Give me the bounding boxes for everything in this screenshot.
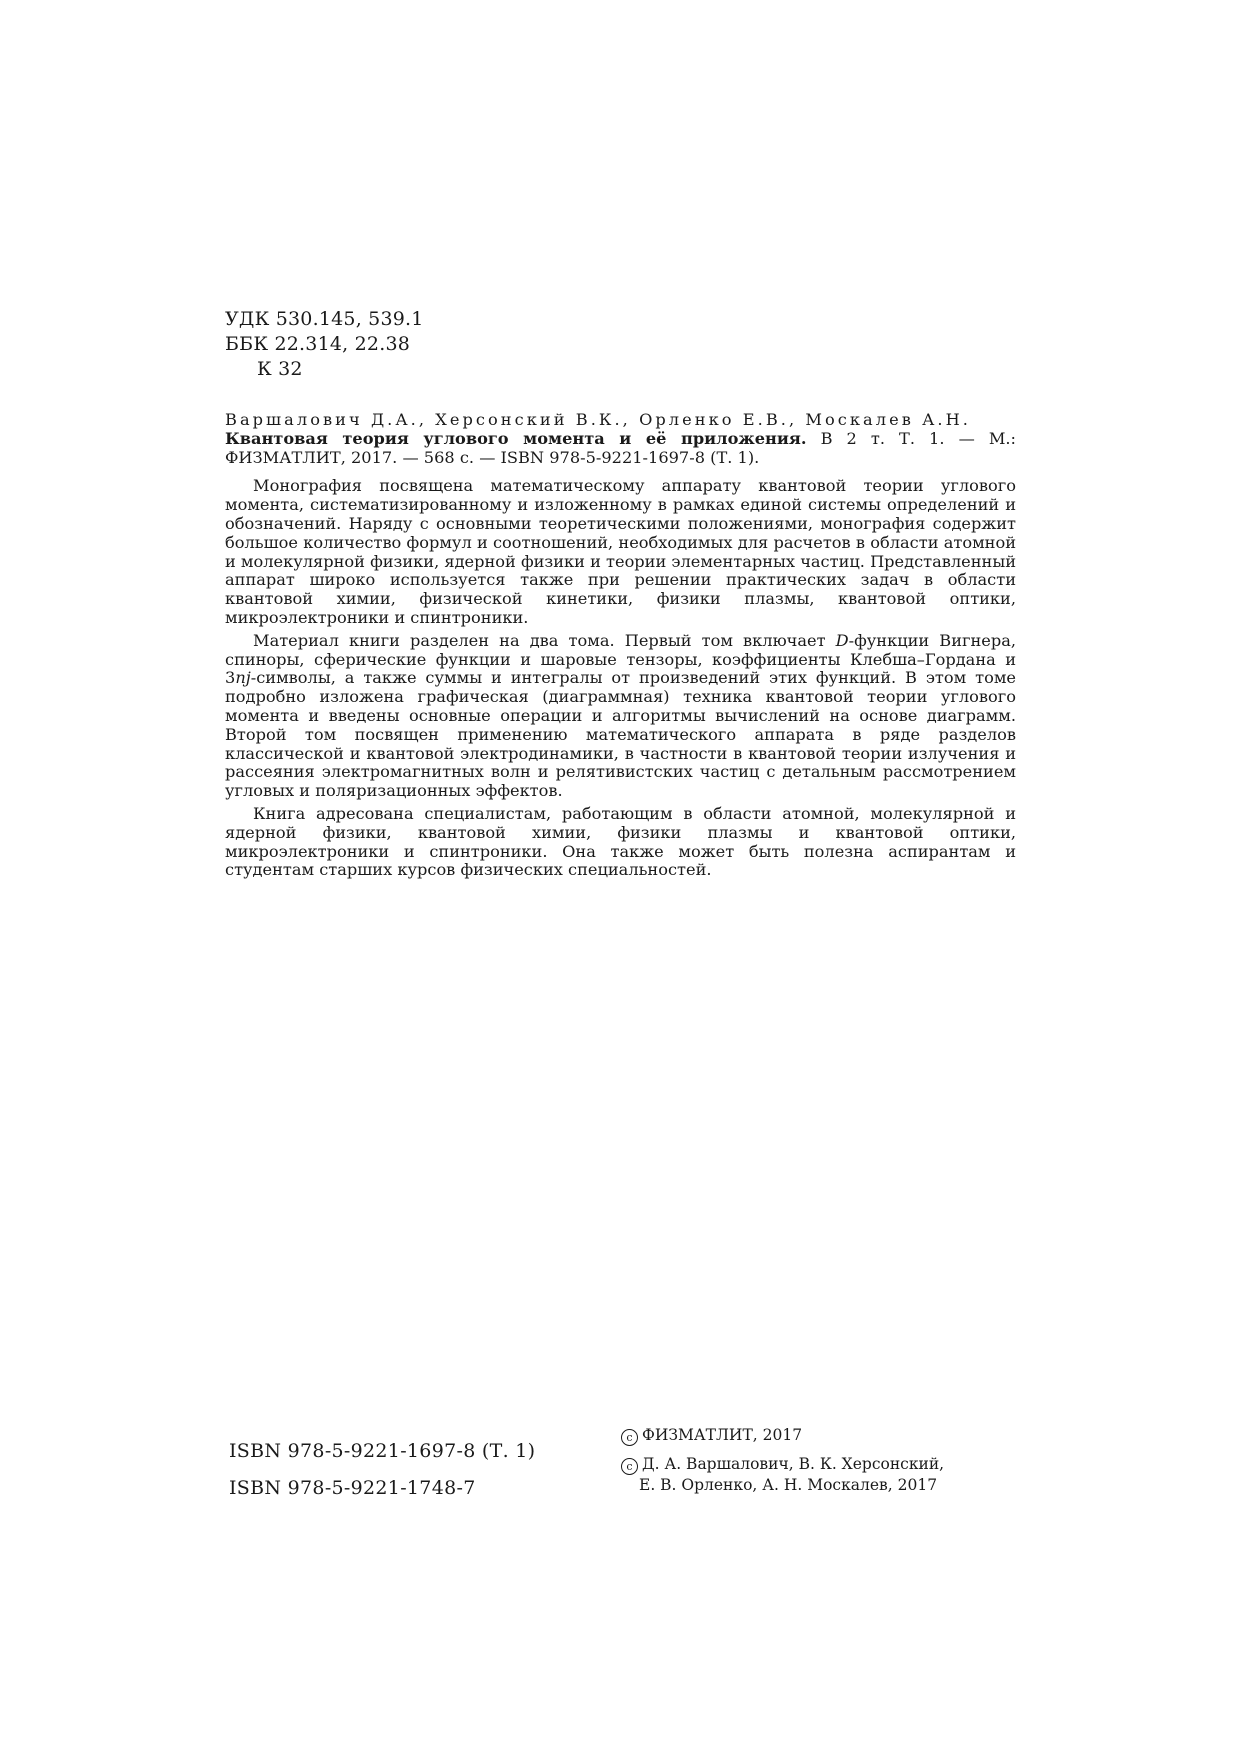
- abstract-p2-part-b: -функции Вигнера, спиноры, сферические функции и шаровые тензоры, коэффициенты Клебша–Гордана и 3: [225, 630, 1016, 688]
- math-symbol-d: D: [835, 630, 849, 650]
- bibliographic-record: [225, 411, 1016, 467]
- abstract-paragraph-2: [225, 632, 1016, 801]
- copyright-authors: [621, 1454, 944, 1496]
- abstract-paragraph-3: Книга адресована специалистам, работающим в области атомной, молекулярной и ядерной физики, квантовой химии, физики плазмы и квантовой оптики, микроэлектроники и спинтроники. Она также может быть полезна аспирантам и студентам старших курсов физических специальностей.: [225, 803, 1016, 880]
- abstract-p2-part-c: -символы, а также суммы и интегралы от произведений этих функций. В этом томе подробно изложена графическая (диаграммная) техника квантовой теории углового момента и введены основные операции и алгоритмы вычислений на основе диаграмм. Второй том посвящен применению математического аппарата в ряде разделов классической и квантовой электродинамики, в частности в квантовой теории излучения и рассеяния электромагнитных волн и релятивистских частиц с детальным рассмотрением угловых и поляризационных эффектов.: [225, 668, 1016, 801]
- publication-details: В 2 т. Т. 1. — М.: ФИЗМАТЛИТ, 2017. — 568 с. — ISBN 978-5-9221-1697-8 (Т. 1).: [225, 428, 1016, 467]
- bbk-code: ББК 22.314, 22.38: [225, 333, 411, 355]
- copyright-authors-line-2: Е. В. Орленко, А. Н. Москалев, 2017: [639, 1476, 938, 1494]
- abstract-p2-part-a: Материал книги разделен на два тома. Первый том включает: [253, 630, 836, 650]
- authors-list: Варшалович Д.А., Херсонский В.К., Орленко Е.В., Москалев А.Н.: [225, 410, 971, 429]
- classification-block: [225, 307, 424, 382]
- math-symbol-nj: nj: [235, 668, 251, 688]
- copyright-publisher: [621, 1425, 944, 1446]
- copyright-authors-line-1: Д. А. Варшалович, В. К. Херсонский,: [642, 1455, 945, 1473]
- isbn-set: ISBN 978-5-9221-1748-7: [229, 1477, 476, 1499]
- author-mark: К 32: [257, 358, 303, 380]
- copyright-publisher-text: ФИЗМАТЛИТ, 2017: [642, 1426, 803, 1444]
- isbn-volume-1: ISBN 978-5-9221-1697-8 (Т. 1): [229, 1440, 536, 1462]
- copyright-icon: c: [621, 1429, 638, 1446]
- annotation-block: [225, 411, 1016, 884]
- copyright-block: [621, 1425, 944, 1496]
- isbn-block: [229, 1433, 535, 1507]
- book-title: Квантовая теория углового момента и её приложения.: [225, 428, 807, 448]
- udk-code: УДК 530.145, 539.1: [225, 308, 424, 330]
- copyright-icon: c: [621, 1458, 638, 1475]
- abstract-paragraph-1: Монография посвящена математическому аппарату квантовой теории углового момента, систематизированному и изложенному в рамках единой системы определений и обозначений. Наряду с основными теоретическими положениями, монография содержит большое количество формул и соотношений, необходимых для расчетов в области атомной и молекулярной физики, ядерной физики и теории элементарных частиц. Представленный аппарат широко используется также при решении практических задач в области квантовой химии, физической кинетики, физики плазмы, квантовой оптики, микроэлектроники и спинтроники.: [225, 476, 1016, 627]
